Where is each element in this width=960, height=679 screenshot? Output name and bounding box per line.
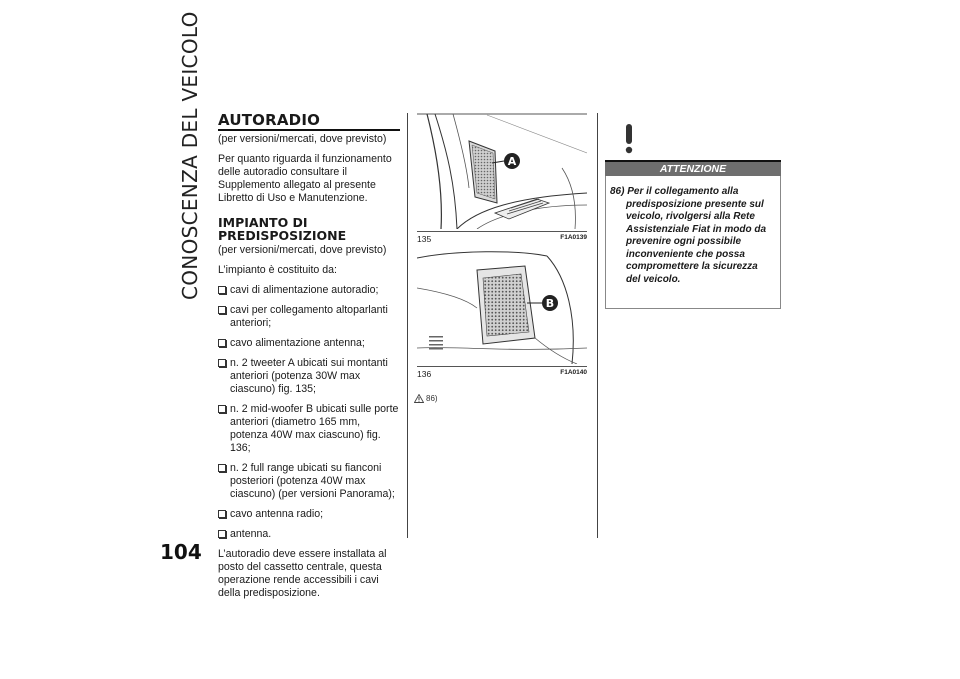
figure-135 bbox=[417, 113, 587, 244]
checkbox-bullet-icon bbox=[218, 306, 226, 314]
main-text-column bbox=[218, 113, 400, 607]
checkbox-bullet-icon bbox=[218, 530, 226, 538]
heading-line-2: PREDISPOSIZIONE bbox=[218, 227, 347, 243]
list-item: n. 2 tweeter A ubicati sui montanti anteriori (potenza 30W max ciascuno) fig. 135; bbox=[218, 357, 400, 396]
column-divider bbox=[597, 113, 598, 538]
column-divider bbox=[407, 113, 408, 538]
callout-label-b: B bbox=[545, 297, 555, 310]
components-list bbox=[218, 284, 400, 541]
list-item: cavo antenna radio; bbox=[218, 508, 400, 521]
list-item: cavo alimentazione antenna; bbox=[218, 337, 400, 350]
list-item: antenna. bbox=[218, 528, 400, 541]
warning-number: 86) bbox=[610, 186, 625, 197]
warning-reference-number: 86) bbox=[426, 394, 438, 403]
predisposizione-subtitle: (per versioni/mercati, dove previsto) bbox=[218, 244, 387, 256]
list-item: cavi per collegamento altoparlanti anteriori; bbox=[218, 304, 400, 330]
list-item: cavi di alimentazione autoradio; bbox=[218, 284, 400, 297]
figure-number: 136 bbox=[417, 369, 432, 379]
checkbox-bullet-icon bbox=[218, 405, 226, 413]
warning-text: Per il collegamento alla predisposizione presente sul veicolo, rivolgersi alla Rete Assistenziale Fiat in modo da prevenire ogni possibile inconveniente che possa compromettere la sicurezza del veicolo. bbox=[626, 186, 767, 285]
predisposizione-intro: L’impianto è costituito da: bbox=[218, 264, 337, 276]
checkbox-bullet-icon bbox=[218, 286, 226, 294]
autoradio-subtitle: (per versioni/mercati, dove previsto) bbox=[218, 133, 387, 145]
tweeter-pillar-illustration bbox=[417, 113, 587, 229]
exclamation-icon bbox=[615, 122, 645, 154]
side-chapter-title: CONOSCENZA DEL VEICOLO bbox=[178, 11, 202, 300]
warning-body bbox=[605, 176, 781, 309]
checkbox-bullet-icon bbox=[218, 359, 226, 367]
figure-caption bbox=[417, 231, 587, 244]
heading-line-1: IMPIANTO DI bbox=[218, 215, 308, 230]
figure-code: F1A0140 bbox=[560, 369, 587, 376]
callout-label-a: A bbox=[507, 155, 517, 168]
warning-reference bbox=[414, 394, 438, 403]
warning-triangle-icon bbox=[414, 394, 424, 403]
figure-136 bbox=[417, 248, 587, 379]
predisposizione-closing: L’autoradio deve essere installata al posto del cassetto centrale, questa operazione rende accessibili i cavi della predisposizione. bbox=[218, 548, 387, 599]
autoradio-paragraph: Per quanto riguarda il funzionamento delle autoradio consultare il Supplemento allegato al presente Libretto di Uso e Manutenzione. bbox=[218, 153, 392, 204]
list-item: n. 2 full range ubicati su fianconi posteriori (potenza 40W max ciascuno) (per versioni Panorama); bbox=[218, 462, 400, 501]
list-item: n. 2 mid-woofer B ubicati sulle porte anteriori (diametro 165 mm, potenza 40W max ciascuno) fig. 136; bbox=[218, 403, 400, 455]
warning-box bbox=[605, 122, 781, 309]
page-number: 104 bbox=[160, 540, 202, 564]
heading-predisposizione bbox=[218, 217, 400, 242]
warning-header: ATTENZIONE bbox=[605, 160, 781, 176]
checkbox-bullet-icon bbox=[218, 339, 226, 347]
door-woofer-illustration bbox=[417, 248, 587, 364]
figure-number: 135 bbox=[417, 234, 432, 244]
heading-autoradio: AUTORADIO bbox=[218, 113, 400, 131]
figure-caption bbox=[417, 366, 587, 379]
figure-code: F1A0139 bbox=[560, 234, 587, 241]
checkbox-bullet-icon bbox=[218, 510, 226, 518]
checkbox-bullet-icon bbox=[218, 464, 226, 472]
